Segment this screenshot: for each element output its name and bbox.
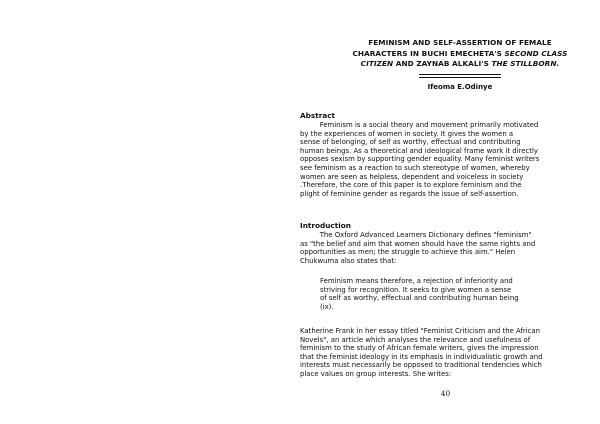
abstract-line: human beings. As a theoretical and ideological frame work it directly bbox=[300, 146, 538, 155]
abstract-line: sense of belonging, of self as worthy, effectual and contributing bbox=[300, 138, 521, 147]
introduction-line: opportunities as men; the struggle to achieve this aim." Helen bbox=[300, 248, 516, 257]
abstract-heading: Abstract bbox=[300, 111, 336, 120]
title-italic-second-class: SECOND CLASS bbox=[504, 48, 568, 58]
page-number: 40 bbox=[440, 389, 451, 398]
abstract-line: Feminism is a social theory and movement primarily motivated bbox=[300, 121, 539, 129]
frank-line: Katherine Frank in her essay titled "Feminist Criticism and the African bbox=[300, 327, 541, 335]
frank-line: Novels", an article which analyses the relevance and usefulness of bbox=[300, 335, 531, 344]
title-rule-top bbox=[419, 74, 501, 75]
quote-line: Feminism means therefore, a rejection of inferiority and bbox=[320, 277, 513, 285]
frank-line: place values on group interests. She writes: bbox=[300, 369, 452, 378]
introduction-heading: Introduction bbox=[300, 221, 351, 230]
frank-paragraph bbox=[300, 327, 561, 379]
quote-line: (ix). bbox=[320, 302, 334, 311]
abstract-line: by the experiences of women in society. It gives the women a bbox=[300, 129, 514, 138]
quote-line: striving for recognition. It seeks to give women a sense bbox=[320, 285, 512, 294]
title-line-1: FEMINISM AND SELF-ASSERTION OF FEMALE bbox=[368, 38, 552, 47]
paper-title bbox=[314, 38, 600, 70]
abstract-line: opposes sexism by supporting gender equality. Many feminist writers bbox=[300, 155, 540, 164]
introduction-paragraph bbox=[300, 231, 561, 265]
abstract-line: women are seen as helpless, dependent and voiceless in society bbox=[300, 172, 524, 181]
title-line-3: CITIZEN AND ZAYNAB ALKALI'S THE STILLBORN. bbox=[360, 59, 560, 69]
abstract-line: .Therefore, the core of this paper is to explore feminism and the bbox=[300, 181, 522, 190]
frank-line: interests must necessarily be opposed to traditional tendencies which bbox=[300, 361, 542, 370]
frank-line: that the feminist ideology in its emphasis in individualistic growth and bbox=[300, 352, 543, 361]
block-quote bbox=[320, 277, 551, 311]
title-italic-the-stillborn: THE STILLBORN. bbox=[491, 59, 560, 69]
introduction-line: Chukwuma also states that: bbox=[300, 256, 397, 265]
abstract-line: see feminism as a reaction to such stereotype of women, whereby bbox=[300, 163, 530, 172]
quote-line: of self as worthy, effectual and contributing human being bbox=[320, 294, 519, 303]
introduction-line: as "the belief and aim that women should have the same rights and bbox=[300, 239, 536, 248]
title-italic-citizen: CITIZEN bbox=[360, 59, 394, 69]
frank-line: feminism to the study of African female writers, gives the impression bbox=[300, 344, 539, 353]
title-rule-bottom bbox=[419, 77, 501, 78]
author-name: Ifeoma E.Odinye bbox=[427, 83, 493, 91]
abstract-line: plight of feminine gender as regards the issue of self-assertion. bbox=[300, 189, 519, 198]
abstract-paragraph bbox=[300, 121, 561, 198]
introduction-line: The Oxford Advanced Learners Dictionary defines "feminism" bbox=[300, 231, 532, 239]
title-line-2: CHARACTERS IN BUCHI EMECHETA'S SECOND CLASS bbox=[352, 48, 568, 58]
